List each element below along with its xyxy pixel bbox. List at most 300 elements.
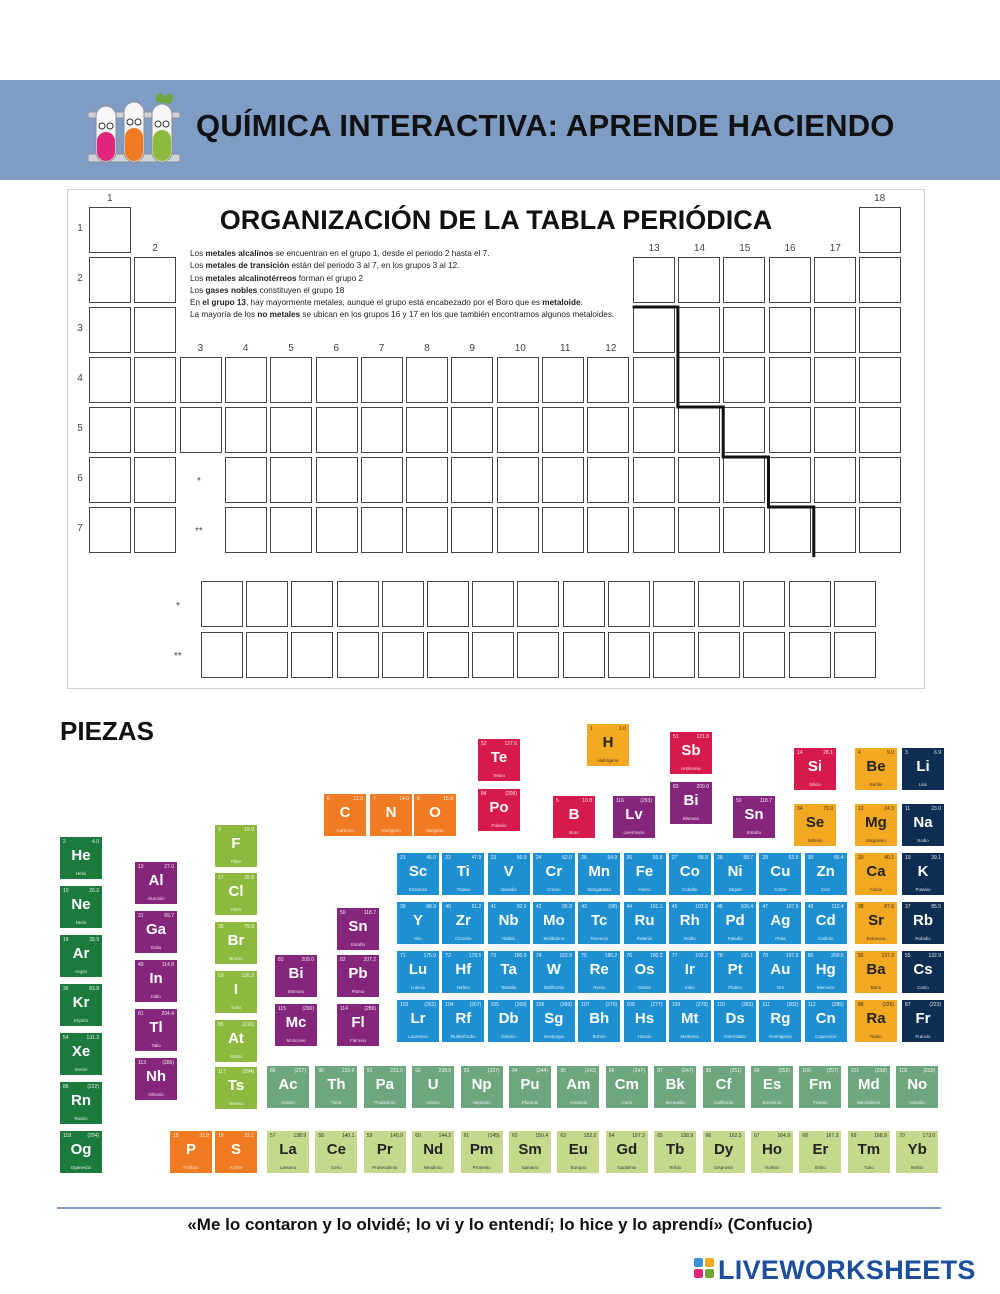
drop-cell-p7-g17[interactable] — [814, 507, 856, 553]
element-piece-y[interactable] — [397, 902, 439, 944]
element-piece-cs[interactable] — [902, 951, 944, 993]
drop-cell-p7-g4[interactable] — [225, 507, 267, 553]
drop-cell-p7-g7[interactable] — [361, 507, 403, 553]
element-piece-lr[interactable] — [397, 1000, 439, 1042]
element-piece-cu[interactable] — [759, 853, 801, 895]
element-symbol: Po — [489, 799, 509, 816]
element-piece-sr[interactable] — [855, 902, 897, 944]
drop-cell-actinide-11[interactable] — [653, 632, 695, 678]
element-symbol: Ho — [762, 1141, 782, 1158]
atomic-mass: 118.7 — [759, 798, 772, 804]
element-piece-tl[interactable] — [135, 1009, 177, 1051]
drop-cell-p6-g14[interactable] — [678, 457, 720, 503]
element-piece-si[interactable] — [794, 748, 836, 790]
drop-cell-p6-g12[interactable] — [587, 457, 629, 503]
element-symbol: O — [429, 804, 441, 821]
element-piece-cl[interactable] — [215, 873, 257, 915]
atomic-number: 46 — [717, 904, 723, 910]
element-piece-ir[interactable] — [669, 951, 711, 993]
element-piece-hf[interactable] — [442, 951, 484, 993]
drop-cell-p5-g18[interactable] — [859, 407, 901, 453]
atomic-mass: (259) — [923, 1068, 936, 1074]
element-piece-tb[interactable] — [654, 1131, 696, 1173]
drop-cell-p2-g1[interactable] — [89, 257, 131, 303]
element-piece-po[interactable] — [478, 789, 520, 831]
element-symbol: Kr — [72, 994, 90, 1011]
element-piece-cm[interactable] — [606, 1066, 648, 1108]
atomic-mass: 167.3 — [825, 1133, 839, 1139]
drop-cell-actinide-6[interactable] — [427, 632, 469, 678]
drop-cell-actinide-1[interactable] — [201, 632, 243, 678]
drop-cell-p7-g6[interactable] — [316, 507, 358, 553]
atomic-number: 76 — [626, 953, 633, 959]
drop-cell-p4-g18[interactable] — [859, 357, 901, 403]
element-piece-ta[interactable] — [488, 951, 530, 993]
element-piece-v[interactable] — [488, 853, 530, 895]
element-symbol: Ir — [684, 961, 695, 978]
drop-cell-actinide-15[interactable] — [834, 632, 876, 678]
element-piece-te[interactable] — [478, 739, 520, 781]
element-piece-er[interactable] — [799, 1131, 841, 1173]
element-piece-bi[interactable] — [275, 955, 317, 997]
drop-cell-actinide-2[interactable] — [246, 632, 288, 678]
drop-cell-p7-g8[interactable] — [406, 507, 448, 553]
drop-cell-p5-g11[interactable] — [542, 407, 584, 453]
drop-cell-p4-g15[interactable] — [723, 357, 765, 403]
element-piece-ru[interactable] — [624, 902, 666, 944]
atomic-number: 13 — [138, 864, 144, 870]
element-name: Helio — [75, 871, 87, 876]
element-piece-sc[interactable] — [397, 853, 439, 895]
drop-cell-p6-g9[interactable] — [451, 457, 493, 503]
atomic-mass: 197.0 — [785, 953, 799, 959]
drop-cell-p2-g18[interactable] — [859, 257, 901, 303]
drop-cell-p6-g1[interactable] — [89, 457, 131, 503]
element-piece-i[interactable] — [215, 971, 257, 1013]
drop-cell-lanthanide-7[interactable] — [472, 581, 514, 627]
atomic-number: 115 — [278, 1006, 286, 1012]
element-name: Talio — [151, 1043, 161, 1048]
atomic-number: 5 — [556, 798, 559, 804]
atomic-number: 11 — [905, 806, 911, 812]
atomic-number: 55 — [905, 953, 911, 959]
element-piece-ca[interactable] — [855, 853, 897, 895]
drop-cell-p2-g16[interactable] — [769, 257, 811, 303]
element-piece-ho[interactable] — [751, 1131, 793, 1173]
drop-cell-p2-g13[interactable] — [633, 257, 675, 303]
element-piece-sm[interactable] — [509, 1131, 551, 1173]
element-symbol: Gd — [616, 1141, 638, 1158]
drop-cell-p5-g9[interactable] — [451, 407, 493, 453]
drop-cell-p6-g8[interactable] — [406, 457, 448, 503]
element-piece-yb[interactable] — [896, 1131, 938, 1173]
element-symbol: Rb — [913, 912, 933, 929]
actinide-marker: ** — [195, 526, 203, 537]
atomic-number: 108 — [626, 1002, 635, 1008]
element-piece-md[interactable] — [848, 1066, 890, 1108]
element-piece-ni[interactable] — [714, 853, 756, 895]
element-piece-sn[interactable] — [733, 796, 775, 838]
atomic-mass: 238.0 — [438, 1068, 452, 1074]
element-name: Darmstatio — [724, 1034, 746, 1039]
drop-cell-p6-g16[interactable] — [769, 457, 811, 503]
atomic-mass: 32.1 — [244, 1133, 254, 1139]
drop-cell-p7-g11[interactable] — [542, 507, 584, 553]
drop-cell-p3-g14[interactable] — [678, 307, 720, 353]
element-piece-he[interactable] — [60, 837, 102, 879]
atomic-number: 41 — [490, 904, 497, 910]
element-symbol: Ni — [727, 863, 743, 880]
element-piece-zr[interactable] — [442, 902, 484, 944]
element-piece-br[interactable] — [215, 922, 257, 964]
drop-cell-p6-g18[interactable] — [859, 457, 901, 503]
element-piece-rf[interactable] — [442, 1000, 484, 1042]
element-piece-ac[interactable] — [267, 1066, 309, 1108]
atomic-mass: 140.9 — [390, 1133, 403, 1139]
drop-cell-p5-g15[interactable] — [723, 407, 765, 453]
drop-cell-actinide-12[interactable] — [698, 632, 740, 678]
drop-cell-p4-g12[interactable] — [587, 357, 629, 403]
element-piece-re[interactable] — [578, 951, 620, 993]
element-piece-fr[interactable] — [902, 1000, 944, 1042]
element-piece-gd[interactable] — [606, 1131, 648, 1173]
element-piece-tc[interactable] — [578, 902, 620, 944]
element-piece-w[interactable] — [533, 951, 575, 993]
atomic-mass: (244) — [536, 1068, 548, 1074]
drop-cell-p7-g14[interactable] — [678, 507, 720, 553]
atomic-mass: 144.2 — [438, 1133, 452, 1139]
element-piece-hs[interactable] — [624, 1000, 666, 1042]
drop-cell-p5-g7[interactable] — [361, 407, 403, 453]
element-name: Dubnio — [501, 1034, 516, 1039]
element-piece-rn[interactable] — [60, 1082, 102, 1124]
atomic-mass: 69.7 — [164, 913, 174, 919]
drop-cell-lanthanide-1[interactable] — [201, 581, 243, 627]
element-piece-ba[interactable] — [855, 951, 897, 993]
drop-cell-p4-g11[interactable] — [542, 357, 584, 403]
element-piece-db[interactable] — [488, 1000, 530, 1042]
element-piece-be[interactable] — [855, 748, 897, 790]
drop-cell-lanthanide-12[interactable] — [698, 581, 740, 627]
drop-cell-p5-g12[interactable] — [587, 407, 629, 453]
drop-cell-p6-g7[interactable] — [361, 457, 403, 503]
drop-cell-lanthanide-5[interactable] — [382, 581, 424, 627]
element-piece-n[interactable] — [370, 794, 412, 836]
element-piece-lu[interactable] — [397, 951, 439, 993]
drop-cell-p5-g13[interactable] — [633, 407, 675, 453]
atomic-number: 90 — [318, 1068, 324, 1074]
element-piece-os[interactable] — [624, 951, 666, 993]
element-piece-mt[interactable] — [669, 1000, 711, 1042]
atomic-number: 77 — [671, 953, 678, 959]
element-piece-rh[interactable] — [669, 902, 711, 944]
drop-cell-p4-g6[interactable] — [316, 357, 358, 403]
drop-cell-p6-g17[interactable] — [814, 457, 856, 503]
element-piece-ne[interactable] — [60, 886, 102, 928]
element-piece-eu[interactable] — [557, 1131, 599, 1173]
drop-cell-lanthanide-2[interactable] — [246, 581, 288, 627]
element-piece-pm[interactable] — [461, 1131, 503, 1173]
element-piece-ts[interactable] — [215, 1067, 257, 1109]
drop-cell-p4-g10[interactable] — [497, 357, 539, 403]
drop-cell-p2-g17[interactable] — [814, 257, 856, 303]
element-piece-zn[interactable] — [805, 853, 847, 895]
drop-cell-p6-g2[interactable] — [134, 457, 176, 503]
element-piece-f[interactable] — [215, 825, 257, 867]
element-piece-pb[interactable] — [337, 955, 379, 997]
drop-cell-p4-g7[interactable] — [361, 357, 403, 403]
element-piece-fm[interactable] — [799, 1066, 841, 1108]
element-piece-pa[interactable] — [364, 1066, 406, 1108]
drop-cell-p4-g1[interactable] — [89, 357, 131, 403]
element-piece-ar[interactable] — [60, 935, 102, 977]
atomic-number: 118 — [63, 1133, 71, 1139]
element-piece-hg[interactable] — [805, 951, 847, 993]
drop-cell-p3-g16[interactable] — [769, 307, 811, 353]
element-piece-at[interactable] — [215, 1020, 257, 1062]
element-piece-cf[interactable] — [703, 1066, 745, 1108]
element-piece-pd[interactable] — [714, 902, 756, 944]
element-piece-k[interactable] — [902, 853, 944, 895]
drop-cell-p3-g17[interactable] — [814, 307, 856, 353]
element-piece-c[interactable] — [324, 794, 366, 836]
drop-cell-lanthanide-14[interactable] — [789, 581, 831, 627]
element-piece-mg[interactable] — [855, 804, 897, 846]
element-piece-th[interactable] — [315, 1066, 357, 1108]
atomic-number: 68 — [802, 1133, 808, 1139]
element-piece-b[interactable] — [553, 796, 595, 838]
element-name: Nobelio — [909, 1100, 925, 1105]
atomic-mass: 107.9 — [785, 904, 799, 910]
drop-cell-lanthanide-10[interactable] — [608, 581, 650, 627]
element-symbol: Ts — [227, 1077, 245, 1094]
drop-cell-p7-g13[interactable] — [633, 507, 675, 553]
element-piece-sg[interactable] — [533, 1000, 575, 1042]
element-piece-cd[interactable] — [805, 902, 847, 944]
element-piece-u[interactable] — [412, 1066, 454, 1108]
element-piece-o[interactable] — [414, 794, 456, 836]
element-piece-cr[interactable] — [533, 853, 575, 895]
element-piece-xe[interactable] — [60, 1033, 102, 1075]
element-piece-og[interactable] — [60, 1131, 102, 1173]
drop-cell-p4-g13[interactable] — [633, 357, 675, 403]
drop-cell-actinide-4[interactable] — [337, 632, 379, 678]
element-piece-fl[interactable] — [337, 1004, 379, 1046]
drop-cell-p5-g5[interactable] — [270, 407, 312, 453]
drop-cell-p7-g12[interactable] — [587, 507, 629, 553]
drop-cell-p2-g14[interactable] — [678, 257, 720, 303]
drop-cell-lanthanide-9[interactable] — [563, 581, 605, 627]
drop-cell-lanthanide-3[interactable] — [291, 581, 333, 627]
atomic-number: 28 — [717, 855, 723, 861]
element-piece-in[interactable] — [135, 960, 177, 1002]
element-piece-na[interactable] — [902, 804, 944, 846]
element-piece-nh[interactable] — [135, 1058, 177, 1100]
element-piece-pt[interactable] — [714, 951, 756, 993]
drop-cell-p4-g4[interactable] — [225, 357, 267, 403]
element-piece-ag[interactable] — [759, 902, 801, 944]
drop-cell-p4-g8[interactable] — [406, 357, 448, 403]
drop-cell-p7-g5[interactable] — [270, 507, 312, 553]
element-piece-ce[interactable] — [315, 1131, 357, 1173]
element-piece-cn[interactable] — [805, 1000, 847, 1042]
element-symbol: Sn — [348, 918, 368, 935]
drop-cell-actinide-14[interactable] — [789, 632, 831, 678]
drop-cell-p6-g4[interactable] — [225, 457, 267, 503]
element-piece-ds[interactable] — [714, 1000, 756, 1042]
element-piece-se[interactable] — [794, 804, 836, 846]
atomic-mass: 183.8 — [559, 953, 572, 959]
element-piece-li[interactable] — [902, 748, 944, 790]
element-piece-la[interactable] — [267, 1131, 309, 1173]
drop-cell-p4-g17[interactable] — [814, 357, 856, 403]
element-piece-nb[interactable] — [488, 902, 530, 944]
element-piece-tm[interactable] — [848, 1131, 890, 1173]
drop-cell-actinide-9[interactable] — [563, 632, 605, 678]
element-piece-mn[interactable] — [578, 853, 620, 895]
element-piece-mo[interactable] — [533, 902, 575, 944]
drop-cell-p4-g14[interactable] — [678, 357, 720, 403]
drop-cell-p5-g10[interactable] — [497, 407, 539, 453]
element-symbol: P — [185, 1141, 196, 1158]
drop-cell-actinide-10[interactable] — [608, 632, 650, 678]
drop-cell-p5-g3[interactable] — [180, 407, 222, 453]
element-piece-au[interactable] — [759, 951, 801, 993]
element-piece-kr[interactable] — [60, 984, 102, 1026]
drop-cell-actinide-7[interactable] — [472, 632, 514, 678]
element-piece-bh[interactable] — [578, 1000, 620, 1042]
element-piece-no[interactable] — [896, 1066, 938, 1108]
element-name: Bohrio — [592, 1034, 606, 1039]
element-symbol: Ne — [71, 896, 91, 913]
drop-cell-p3-g13[interactable] — [633, 307, 675, 353]
element-piece-rb[interactable] — [902, 902, 944, 944]
drop-cell-p3-g2[interactable] — [134, 307, 176, 353]
element-piece-bi[interactable] — [670, 782, 712, 824]
drop-cell-p4-g3[interactable] — [180, 357, 222, 403]
actinide-row-marker: ** — [174, 651, 182, 662]
atomic-mass: 87.6 — [884, 904, 894, 910]
drop-cell-actinide-5[interactable] — [382, 632, 424, 678]
drop-cell-p5-g4[interactable] — [225, 407, 267, 453]
drop-cell-p6-g10[interactable] — [497, 457, 539, 503]
drop-cell-p3-g1[interactable] — [89, 307, 131, 353]
element-piece-pr[interactable] — [364, 1131, 406, 1173]
atomic-mass: 79.9 — [244, 924, 254, 930]
drop-cell-p5-g2[interactable] — [134, 407, 176, 453]
drop-cell-p7-g1[interactable] — [89, 507, 131, 553]
drop-cell-lanthanide-4[interactable] — [337, 581, 379, 627]
drop-cell-actinide-8[interactable] — [517, 632, 559, 678]
drop-cell-p7-g9[interactable] — [451, 507, 493, 553]
drop-cell-actinide-3[interactable] — [291, 632, 333, 678]
drop-cell-p4-g5[interactable] — [270, 357, 312, 403]
element-piece-ga[interactable] — [135, 911, 177, 953]
element-symbol: Sb — [681, 742, 701, 759]
element-name: Cobalto — [682, 887, 698, 892]
drop-cell-p4-g2[interactable] — [134, 357, 176, 403]
element-piece-dy[interactable] — [703, 1131, 745, 1173]
drop-cell-p6-g11[interactable] — [542, 457, 584, 503]
drop-cell-p3-g18[interactable] — [859, 307, 901, 353]
element-piece-ti[interactable] — [442, 853, 484, 895]
drop-cell-p4-g9[interactable] — [451, 357, 493, 403]
atomic-mass: 15.9 — [443, 796, 453, 802]
drop-cell-actinide-13[interactable] — [743, 632, 785, 678]
element-piece-nd[interactable] — [412, 1131, 454, 1173]
drop-cell-lanthanide-8[interactable] — [517, 581, 559, 627]
drop-cell-p6-g13[interactable] — [633, 457, 675, 503]
element-piece-mc[interactable] — [275, 1004, 317, 1046]
drop-cell-p7-g2[interactable] — [134, 507, 176, 553]
atomic-mass: (289) — [364, 1006, 376, 1012]
element-piece-es[interactable] — [751, 1066, 793, 1108]
liveworksheets-logo — [692, 1253, 992, 1287]
element-piece-al[interactable] — [135, 862, 177, 904]
element-piece-rg[interactable] — [759, 1000, 801, 1042]
drop-cell-lanthanide-13[interactable] — [743, 581, 785, 627]
drop-cell-lanthanide-6[interactable] — [427, 581, 469, 627]
drop-cell-p6-g6[interactable] — [316, 457, 358, 503]
element-piece-lv[interactable] — [613, 796, 655, 838]
drop-cell-p6-g5[interactable] — [270, 457, 312, 503]
drop-cell-p4-g16[interactable] — [769, 357, 811, 403]
drop-cell-lanthanide-15[interactable] — [834, 581, 876, 627]
element-name: Plata — [775, 936, 786, 941]
element-piece-s[interactable] — [215, 1131, 257, 1173]
element-symbol: Dy — [714, 1141, 734, 1158]
drop-cell-p5-g17[interactable] — [814, 407, 856, 453]
drop-cell-p5-g14[interactable] — [678, 407, 720, 453]
element-piece-am[interactable] — [557, 1066, 599, 1108]
element-piece-co[interactable] — [669, 853, 711, 895]
drop-cell-p5-g16[interactable] — [769, 407, 811, 453]
element-piece-np[interactable] — [461, 1066, 503, 1108]
element-piece-ra[interactable] — [855, 1000, 897, 1042]
drop-cell-p5-g1[interactable] — [89, 407, 131, 453]
drop-cell-p3-g15[interactable] — [723, 307, 765, 353]
drop-cell-p6-g15[interactable] — [723, 457, 765, 503]
element-piece-sn[interactable] — [337, 908, 379, 950]
drop-cell-lanthanide-11[interactable] — [653, 581, 695, 627]
element-name: Sodio — [917, 838, 929, 843]
element-symbol: Er — [812, 1141, 829, 1158]
element-piece-h[interactable] — [587, 724, 629, 766]
element-symbol: H — [602, 734, 614, 751]
element-piece-bk[interactable] — [654, 1066, 696, 1108]
drop-cell-p7-g18[interactable] — [859, 507, 901, 553]
element-piece-pu[interactable] — [509, 1066, 551, 1108]
drop-cell-p7-g10[interactable] — [497, 507, 539, 553]
drop-cell-p7-g15[interactable] — [723, 507, 765, 553]
group-label-5: 5 — [288, 343, 294, 354]
drop-cell-p2-g2[interactable] — [134, 257, 176, 303]
element-symbol: Yb — [907, 1141, 927, 1158]
drop-cell-p5-g6[interactable] — [316, 407, 358, 453]
element-piece-fe[interactable] — [624, 853, 666, 895]
element-name: Cromo — [547, 887, 561, 892]
drop-cell-p7-g16[interactable] — [769, 507, 811, 553]
element-name: Calcio — [869, 887, 883, 892]
element-symbol: Lr — [410, 1010, 426, 1027]
element-piece-p[interactable] — [170, 1131, 212, 1173]
element-symbol: Eu — [568, 1141, 588, 1158]
drop-cell-p5-g8[interactable] — [406, 407, 448, 453]
atomic-number: 44 — [626, 904, 633, 910]
drop-cell-p2-g15[interactable] — [723, 257, 765, 303]
element-symbol: Tc — [590, 912, 608, 929]
element-piece-sb[interactable] — [670, 732, 712, 774]
